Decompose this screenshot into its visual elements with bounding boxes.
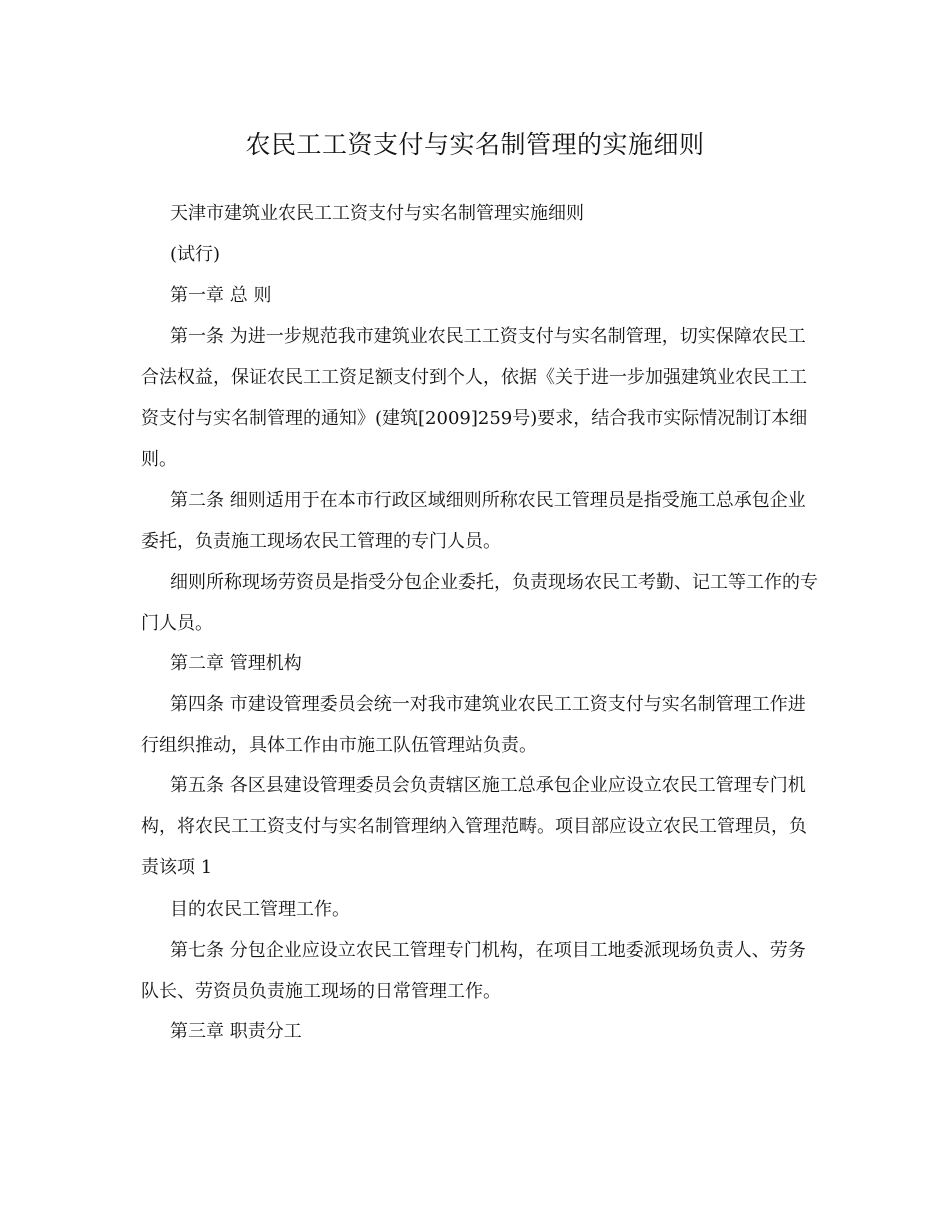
article-2: 第二条 细则适用于在本市行政区域细则所称农民工管理员是指受施工总承包企业委托，负责施工现场农民工管理的专门人员。 — [141, 490, 806, 552]
article-5: 第五条 各区县建设管理委员会负责辖区施工总承包企业应设立农民工管理专门机构，将农民工工资支付与实名制管理纳入管理范畴。项目部应设立农民工管理员，负责该项 1 — [141, 775, 807, 878]
document-title: 农民工工资支付与实名制管理的实施细则 — [245, 130, 705, 159]
chapter-heading-1: 第一章 总 则 — [170, 285, 272, 306]
paragraph-subtitle: 天津市建筑业农民工工资支付与实名制管理实施细则 — [170, 203, 584, 224]
article-4: 第四条 市建设管理委员会统一对我市建筑业农民工工资支付与实名制管理工作进行组织推动，具体工作由市施工队伍管理站负责。 — [141, 694, 806, 756]
chapter-heading-3: 第三章 职责分工 — [170, 1021, 302, 1042]
article-7: 第七条 分包企业应设立农民工管理专门机构，在项目工地委派现场负责人、劳务队长、劳资员负责施工现场的日常管理工作。 — [141, 940, 806, 1002]
chapter-heading-2: 第二章 管理机构 — [170, 653, 302, 674]
paragraph-labor-clerk: 细则所称现场劳资员是指受分包企业委托，负责现场农民工考勤、记工等工作的专门人员。 — [141, 572, 818, 634]
article-1: 第一条 为进一步规范我市建筑业农民工工资支付与实名制管理，切实保障农民工合法权益，保证农民工工资足额支付到个人，依据《关于进一步加强建筑业农民工工资支付与实名制管理的通知》(建筑[2009]259号)要求，结合我市实际情况制订本细则。 — [141, 326, 808, 470]
paragraph-trial: (试行) — [170, 244, 221, 265]
article-5-continued: 目的农民工管理工作。 — [170, 899, 350, 920]
